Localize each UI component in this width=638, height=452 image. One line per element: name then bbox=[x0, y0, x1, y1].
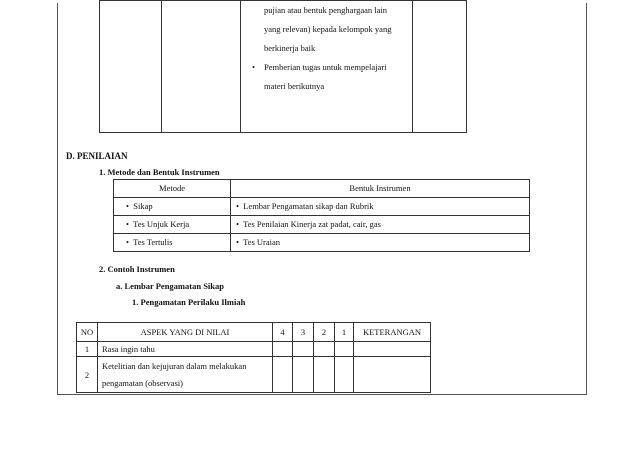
method-cell: • Tes Unjuk Kerja bbox=[114, 216, 231, 234]
bullet-icon: • bbox=[236, 219, 239, 229]
aspect-cell bbox=[98, 357, 273, 393]
score-cell bbox=[293, 357, 314, 393]
column-header: 1 bbox=[335, 323, 354, 342]
note-cell bbox=[354, 357, 431, 393]
bullet-icon: • bbox=[126, 237, 129, 247]
activity-line: pujian atau bentuk penghargaan lain bbox=[264, 5, 388, 15]
score-cell bbox=[273, 357, 293, 393]
score-cell bbox=[335, 342, 354, 357]
table-row bbox=[77, 342, 431, 357]
subsection-heading: a. Lembar Pengamatan Sikap bbox=[116, 281, 224, 291]
score-cell bbox=[335, 357, 354, 393]
activity-line: berkinerja baik bbox=[264, 43, 316, 53]
column-header: 4 bbox=[273, 323, 293, 342]
subsection-heading: 1. Metode dan Bentuk Instrumen bbox=[99, 167, 220, 177]
instrument-cell: • Lembar Pengamatan sikap dan Rubrik bbox=[231, 198, 530, 216]
bullet-icon: • bbox=[126, 201, 129, 211]
activity-line: yang relevan) kepada kelompok yang bbox=[264, 24, 392, 34]
method-cell: • Tes Tertulis bbox=[114, 234, 231, 252]
column-header: KETERANGAN bbox=[354, 323, 431, 342]
score-cell bbox=[314, 342, 335, 357]
bullet-icon: • bbox=[236, 201, 239, 211]
instrument-cell: • Tes Uraian bbox=[231, 234, 530, 252]
score-cell bbox=[293, 342, 314, 357]
row-number: 2 bbox=[77, 357, 98, 393]
subsection-heading: 2. Contoh Instrumen bbox=[99, 264, 175, 274]
subsection-heading: 1. Pengamatan Perilaku Ilmiah bbox=[132, 297, 246, 307]
table-row bbox=[77, 357, 431, 393]
column-header: 2 bbox=[314, 323, 335, 342]
activity-bullet: • Pemberian tugas untuk mempelajari bbox=[252, 58, 412, 77]
score-cell bbox=[314, 357, 335, 393]
column-header: ASPEK YANG DI NILAI bbox=[98, 323, 273, 342]
bullet-icon: • bbox=[236, 237, 239, 247]
column-header: NO bbox=[77, 323, 98, 342]
instrument-table bbox=[113, 179, 530, 252]
instrument-cell: • Tes Penilaian Kinerja zat padat, cair, gas bbox=[231, 216, 530, 234]
column-header: Bentuk Instrumen bbox=[231, 180, 530, 198]
column-header: Metode bbox=[114, 180, 231, 198]
observation-table bbox=[76, 322, 431, 393]
score-cell bbox=[273, 342, 293, 357]
activity-cell bbox=[241, 1, 413, 133]
lesson-activity-table bbox=[99, 0, 467, 133]
method-cell: • Sikap bbox=[114, 198, 231, 216]
empty-cell bbox=[100, 1, 162, 133]
row-number: 1 bbox=[77, 342, 98, 357]
note-cell bbox=[354, 342, 431, 357]
aspect-cell: Rasa ingin tahu bbox=[98, 342, 273, 357]
bullet-icon: • bbox=[126, 219, 129, 229]
column-header: 3 bbox=[293, 323, 314, 342]
aspect-line: Ketelitian dan kejujuran dalam melakukan bbox=[102, 360, 247, 371]
aspect-line: pengamatan (observasi) bbox=[102, 377, 183, 388]
section-title: D. PENILAIAN bbox=[66, 151, 128, 161]
empty-cell bbox=[162, 1, 241, 133]
activity-line: materi berikutnya bbox=[264, 81, 325, 91]
bullet-icon: • bbox=[252, 62, 255, 72]
empty-cell bbox=[413, 1, 467, 133]
